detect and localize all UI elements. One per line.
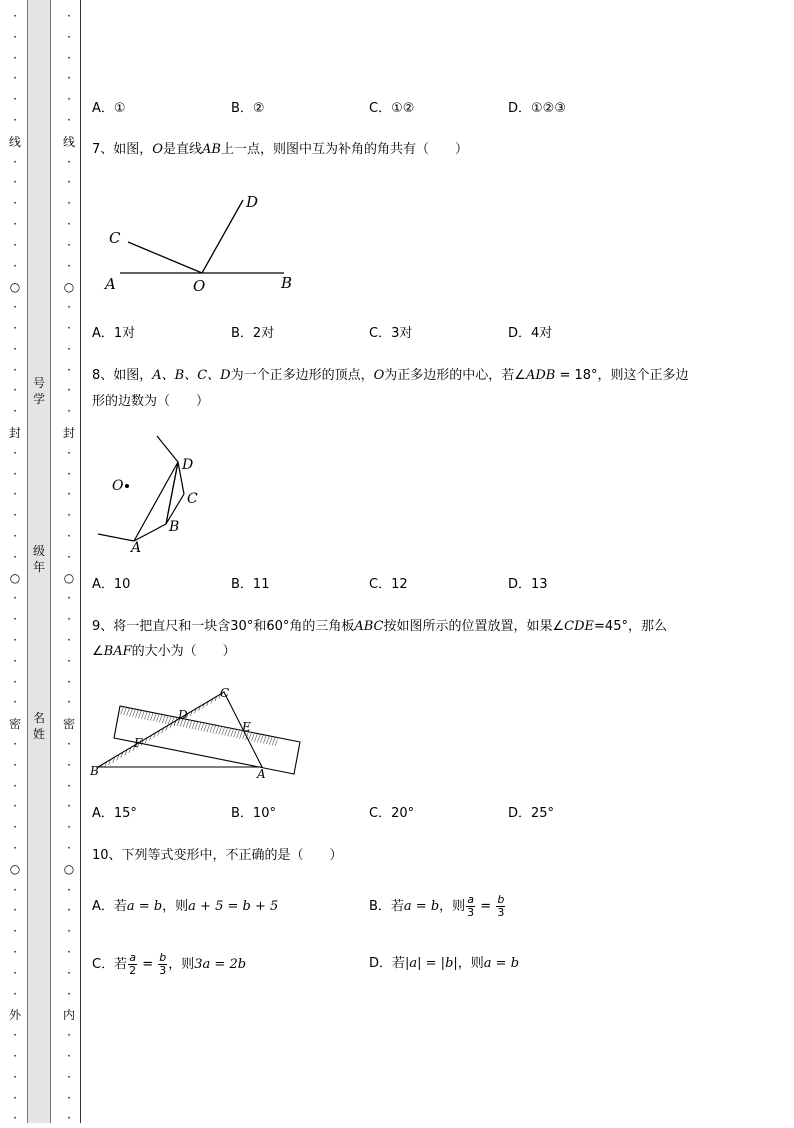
- q10-option-b: B．若a = b，则 $\frac{a}{3}$ = $\frac{b}{3}$: [369, 893, 505, 919]
- binding-dot: ·: [67, 965, 71, 980]
- binding-dot: ·: [67, 383, 71, 398]
- binding-dot: ·: [13, 924, 17, 939]
- field-grade: 级年: [32, 544, 45, 574]
- q9-stem-line1: [92, 617, 667, 637]
- binding-dot: ·: [67, 799, 71, 814]
- binding-dot: ·: [67, 737, 71, 751]
- inner-mark-4: 密: [63, 717, 76, 731]
- q8-text: 为正多边形的中心，若∠: [384, 368, 526, 383]
- q8-text: = 18°，则这个正多边: [555, 368, 689, 383]
- binding-dot: ·: [67, 1028, 71, 1043]
- q7-option-d: D．4对: [508, 326, 553, 341]
- field-name: 名姓: [32, 711, 45, 741]
- inner-mark-0: 线: [63, 135, 76, 149]
- q9-text: 的大小为（ ）: [131, 644, 236, 659]
- binding-dot: ·: [67, 695, 71, 710]
- outer-mark-6: 外: [9, 1008, 22, 1022]
- label-a: A: [105, 275, 116, 293]
- q6-option-a: A．①: [92, 101, 126, 116]
- q7-text: 如图，: [113, 142, 153, 157]
- q7-option-a: A．1对: [92, 326, 136, 341]
- label-d: D: [246, 193, 259, 211]
- q9-number: 9、: [92, 619, 114, 634]
- center-point: [125, 484, 129, 488]
- binding-dot: ·: [67, 903, 71, 918]
- binding-dot: ·: [67, 986, 71, 1001]
- binding-dot: ·: [67, 924, 71, 939]
- outer-mark-0: 线: [9, 135, 22, 149]
- binding-dot: ·: [13, 737, 17, 751]
- binding-dot: ·: [13, 778, 17, 793]
- binding-dot: ·: [13, 612, 17, 627]
- q7-number: 7、: [92, 142, 114, 157]
- binding-dot: ·: [67, 841, 71, 855]
- q10-option-d: D．若|a| = |b|，则a = b: [369, 956, 520, 971]
- q8-text: 为一个正多边形的顶点，: [230, 368, 374, 383]
- binding-dot: ·: [13, 591, 17, 606]
- label-d: D: [182, 457, 194, 473]
- binding-dot: ·: [67, 487, 71, 502]
- label-c: C: [109, 229, 121, 247]
- binding-dot: ·: [13, 1090, 17, 1105]
- q6-option-b: B．②: [231, 101, 265, 116]
- label-b: B: [90, 764, 99, 778]
- q8-angle: ADB: [525, 368, 556, 383]
- outer-mark-5: ○: [9, 862, 21, 876]
- binding-dot: ·: [13, 653, 17, 668]
- binding-dot: ·: [13, 1111, 17, 1126]
- binding-dot: ·: [67, 633, 71, 647]
- binding-dot: ·: [67, 71, 71, 86]
- binding-dot: ·: [13, 321, 17, 335]
- binding-dot: ·: [13, 695, 17, 710]
- binding-dot: ·: [13, 50, 17, 65]
- binding-dot: ·: [13, 362, 17, 377]
- binding-dot: ·: [13, 529, 17, 543]
- binding-dot: ·: [67, 882, 71, 897]
- inner-mark-3: ○: [63, 571, 75, 585]
- label-b: B: [281, 274, 293, 292]
- label-d: D: [178, 708, 188, 722]
- q8-text: 如图，: [113, 368, 153, 383]
- binding-dot: ·: [13, 300, 17, 315]
- binding-dot: ·: [67, 341, 71, 356]
- inner-mark-1: ○: [63, 280, 75, 294]
- q9-option-d: D．25°: [508, 806, 555, 821]
- binding-dot: ·: [13, 217, 17, 231]
- binding-dot: ·: [67, 300, 71, 315]
- outer-mark-1: ○: [9, 280, 21, 294]
- fraction: $\frac{a}{2}$: [129, 951, 137, 977]
- binding-dot: ·: [67, 29, 71, 44]
- q8-option-b: B．11: [231, 577, 270, 592]
- inner-mark-2: 封: [63, 426, 76, 440]
- binding-dot: ·: [67, 820, 71, 835]
- q10-text: 下列等式变形中，不正确的是（ ）: [121, 848, 343, 863]
- q7-stem: [92, 140, 468, 160]
- inner-mark-5: ○: [63, 862, 75, 876]
- binding-dot: ·: [13, 882, 17, 897]
- label-o: O: [112, 478, 124, 494]
- binding-dot: ·: [13, 9, 17, 23]
- binding-dot: ·: [67, 1069, 71, 1084]
- binding-dot: ·: [13, 986, 17, 1001]
- label-b: B: [169, 519, 180, 535]
- binding-dot: ·: [13, 383, 17, 398]
- q7-option-b: B．2对: [231, 326, 275, 341]
- binding-dot: ·: [13, 341, 17, 356]
- student-info-bar: [27, 0, 51, 1123]
- q7-option-c: C．3对: [369, 326, 413, 341]
- binding-dot: ·: [13, 71, 17, 86]
- binding-dot: ·: [67, 362, 71, 377]
- binding-dot: ·: [13, 799, 17, 814]
- fraction: $\frac{b}{3}$: [159, 951, 167, 977]
- binding-dot: ·: [67, 445, 71, 460]
- ray-od: [202, 200, 243, 273]
- binding-dot: ·: [13, 92, 17, 107]
- binding-dot: ·: [13, 466, 17, 481]
- label-e: E: [242, 720, 251, 734]
- binding-dot: ·: [67, 9, 71, 23]
- label-c: C: [220, 686, 230, 700]
- inner-mark-6: 内: [63, 1008, 76, 1022]
- q9-text: 将一把直尺和一块含30°和60°角的三角板: [113, 619, 355, 634]
- q8-var-o: O: [373, 368, 385, 383]
- binding-dot: ·: [67, 113, 71, 127]
- binding-dot: ·: [67, 466, 71, 481]
- q7-var-ab: AB: [201, 142, 221, 157]
- binding-dot: ·: [67, 237, 71, 252]
- binding-dot: ·: [13, 237, 17, 252]
- q9-stem-line2: [92, 642, 236, 662]
- q9-option-b: B．10°: [231, 806, 276, 821]
- binding-dot: ·: [67, 945, 71, 959]
- binding-dot: ·: [13, 445, 17, 460]
- binding-dot: ·: [13, 508, 17, 523]
- q8-option-d: D．13: [508, 577, 548, 592]
- binding-dot: ·: [13, 487, 17, 502]
- q8-stem-line2: 形的边数为（ ）: [92, 394, 210, 409]
- binding-dot: ·: [13, 29, 17, 44]
- binding-dot: ·: [13, 258, 17, 273]
- binding-dot: ·: [67, 175, 71, 190]
- binding-dot: ·: [67, 1111, 71, 1126]
- binding-dot: ·: [13, 1069, 17, 1084]
- binding-dot: ·: [13, 1049, 17, 1063]
- outer-mark-2: 封: [9, 426, 22, 440]
- binding-dot: ·: [13, 1028, 17, 1043]
- q8-number: 8、: [92, 368, 114, 383]
- q9-text: ∠: [92, 644, 104, 659]
- binding-dot: ·: [13, 549, 17, 564]
- q10-number: 10、: [92, 848, 122, 863]
- binding-dot: ·: [67, 404, 71, 419]
- binding-dot: ·: [67, 757, 71, 772]
- binding-dot: ·: [67, 508, 71, 523]
- binding-dot: ·: [13, 404, 17, 419]
- binding-dot: ·: [67, 1049, 71, 1063]
- q7-text: 上一点，则图中互为补角的角共有（ ）: [220, 142, 468, 157]
- fraction: $\frac{b}{3}$: [497, 893, 505, 919]
- q9-var-cde: CDE: [564, 619, 595, 634]
- q7-var-o: O: [152, 142, 163, 157]
- binding-dot: ·: [13, 945, 17, 959]
- binding-dot: ·: [13, 820, 17, 835]
- binding-dot: ·: [13, 903, 17, 918]
- binding-dot: ·: [67, 92, 71, 107]
- q7-text: 是直线: [162, 142, 202, 157]
- q8-figure: [94, 432, 212, 556]
- q6-option-d: D．①②③: [508, 101, 566, 116]
- label-o: O: [193, 277, 206, 295]
- binding-dot: ·: [13, 175, 17, 190]
- polygon-edges: [98, 436, 178, 541]
- binding-dot: ·: [67, 549, 71, 564]
- binding-dot: ·: [67, 674, 71, 689]
- binding-dot: ·: [13, 965, 17, 980]
- binding-dot: ·: [67, 778, 71, 793]
- q9-option-a: A．15°: [92, 806, 137, 821]
- q10-option-a: A．若a = b，则a + 5 = b + 5: [92, 899, 279, 914]
- q9-figure: [90, 684, 304, 780]
- binding-dot: ·: [67, 196, 71, 211]
- label-c: C: [187, 491, 198, 507]
- q10-stem: [92, 846, 343, 866]
- q9-text: =45°，那么: [594, 619, 667, 634]
- binding-dot: ·: [67, 612, 71, 627]
- binding-dot: ·: [67, 154, 71, 169]
- q8-stem-line1: [92, 366, 689, 386]
- inner-dot-column: [63, 0, 76, 1126]
- binding-dot: ·: [67, 258, 71, 273]
- q10-option-c: C．若 $\frac{a}{2}$ = $\frac{b}{3}$ ，则3a = 2b: [92, 951, 247, 977]
- label-a: A: [257, 767, 266, 780]
- label-f: F: [134, 736, 143, 750]
- q8-option-c: C．12: [369, 577, 408, 592]
- fraction: $\frac{a}{3}$: [467, 893, 475, 919]
- outer-dot-column: [9, 0, 22, 1126]
- binding-dot: ·: [67, 653, 71, 668]
- binding-dot: ·: [67, 50, 71, 65]
- q9-var-baf: BAF: [103, 644, 132, 659]
- binding-dot: ·: [13, 757, 17, 772]
- q7-figure: [96, 186, 306, 298]
- binding-dot: ·: [67, 217, 71, 231]
- binding-dot: ·: [67, 1090, 71, 1105]
- ray-oc: [128, 242, 202, 273]
- q6-option-c: C．①②: [369, 101, 415, 116]
- q8-option-a: A．10: [92, 577, 131, 592]
- binding-dot: ·: [67, 591, 71, 606]
- q8-vars: A、B、C、D: [152, 368, 231, 383]
- label-a: A: [131, 540, 142, 556]
- field-student-id: 号学: [32, 376, 45, 406]
- outer-mark-3: ○: [9, 571, 21, 585]
- binding-dot: ·: [67, 529, 71, 543]
- binding-dot: ·: [13, 113, 17, 127]
- q9-var-abc: ABC: [354, 619, 384, 634]
- binding-dot: ·: [13, 633, 17, 647]
- outer-mark-4: 密: [9, 717, 22, 731]
- q9-option-c: C．20°: [369, 806, 415, 821]
- binding-dot: ·: [13, 154, 17, 169]
- binding-dot: ·: [13, 196, 17, 211]
- binding-dot: ·: [13, 841, 17, 855]
- margin-border-line: [80, 0, 81, 1123]
- binding-margin: [0, 0, 82, 1126]
- q9-text: 按如图所示的位置放置，如果∠: [383, 619, 565, 634]
- binding-dot: ·: [13, 674, 17, 689]
- binding-dot: ·: [67, 321, 71, 335]
